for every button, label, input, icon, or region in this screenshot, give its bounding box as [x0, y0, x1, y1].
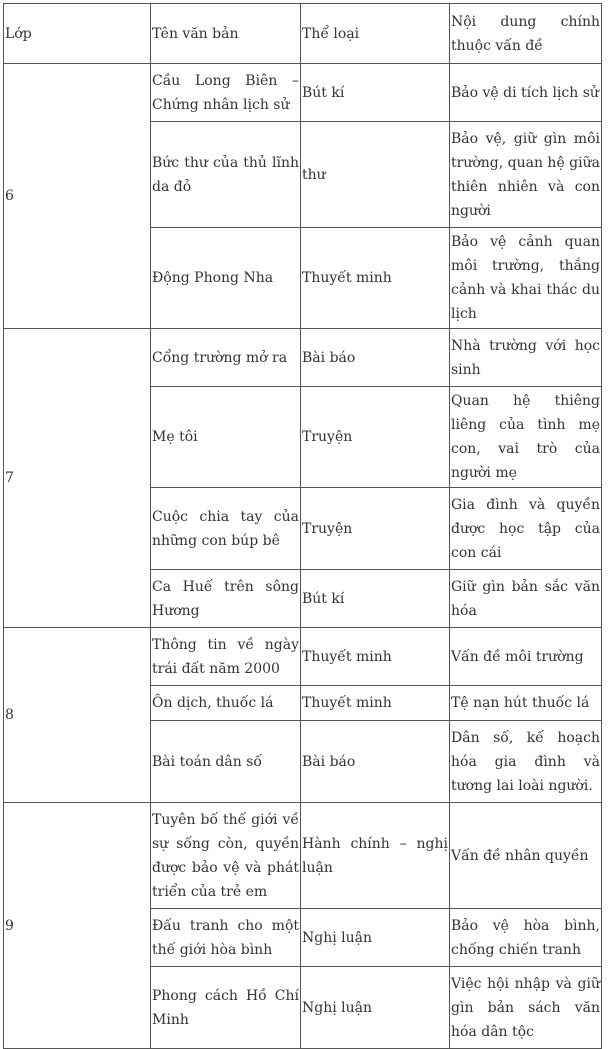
- content-cell: Vấn đề nhân quyền: [450, 803, 602, 909]
- title-cell: Đấu tranh cho một thế giới hòa bình: [151, 909, 301, 967]
- genre-cell: Thuyết minh: [301, 686, 450, 721]
- header-genre: Thể loại: [301, 4, 450, 64]
- content-cell: Gia đình và quyền được học tập của con cái: [450, 488, 602, 570]
- grade-cell-6: 6: [4, 64, 151, 329]
- content-cell: Dân số, kế hoạch hóa gia đình và tương lai loài người.: [450, 721, 602, 803]
- genre-cell: Bài báo: [301, 721, 450, 803]
- table-row: [4, 329, 602, 387]
- genre-cell: Truyện: [301, 387, 450, 488]
- genre-cell: Bút kí: [301, 570, 450, 628]
- grade-cell-9: 9: [4, 803, 151, 1049]
- content-cell: Việc hội nhập và giữ gìn bản sách văn hóa dân tộc: [450, 967, 602, 1049]
- header-row: [4, 4, 602, 64]
- title-cell: Mẹ tôi: [151, 387, 301, 488]
- table-row: [4, 64, 602, 122]
- title-cell: Động Phong Nha: [151, 228, 301, 329]
- title-cell: Ca Huế trên sông Hương: [151, 570, 301, 628]
- title-cell: Cổng trường mở ra: [151, 329, 301, 387]
- content-cell: Vấn đề môi trường: [450, 628, 602, 686]
- grade-cell-7: 7: [4, 329, 151, 628]
- title-cell: Ôn dịch, thuốc lá: [151, 686, 301, 721]
- genre-cell: Truyện: [301, 488, 450, 570]
- title-cell: Phong cách Hồ Chí Minh: [151, 967, 301, 1049]
- grade-cell-8: 8: [4, 628, 151, 803]
- content-cell: Bảo vệ, giữ gìn môi trường, quan hệ giữa thiên nhiên và con người: [450, 122, 602, 228]
- genre-cell: Nghị luận: [301, 967, 450, 1049]
- genre-cell: thư: [301, 122, 450, 228]
- title-cell: Cuộc chia tay của những con búp bê: [151, 488, 301, 570]
- content-cell: Bảo vệ cảnh quan môi trường, thắng cảnh và khai thác du lịch: [450, 228, 602, 329]
- title-cell: Bài toán dân số: [151, 721, 301, 803]
- header-grade: Lớp: [4, 4, 151, 64]
- genre-cell: Bài báo: [301, 329, 450, 387]
- table-row: [4, 628, 602, 686]
- content-cell: Nhà trường với học sinh: [450, 329, 602, 387]
- content-cell: Giữ gìn bản sắc văn hóa: [450, 570, 602, 628]
- title-cell: Bức thư của thủ lĩnh da đỏ: [151, 122, 301, 228]
- content-cell: Bảo vệ di tích lịch sử: [450, 64, 602, 122]
- header-content: Nội dung chính thuộc vấn đề: [450, 4, 602, 64]
- header-title: Tên văn bản: [151, 4, 301, 64]
- title-cell: Thông tin về ngày trái đất năm 2000: [151, 628, 301, 686]
- content-cell: Tệ nạn hút thuốc lá: [450, 686, 602, 721]
- literature-table: [3, 3, 602, 1049]
- genre-cell: Hành chính – nghị luận: [301, 803, 450, 909]
- genre-cell: Bút kí: [301, 64, 450, 122]
- title-cell: Tuyên bố thế giới về sự sống còn, quyền được bảo vệ và phát triển của trẻ em: [151, 803, 301, 909]
- genre-cell: Nghị luận: [301, 909, 450, 967]
- content-cell: Quan hệ thiêng liêng của tình mẹ con, vai trò của người mẹ: [450, 387, 602, 488]
- title-cell: Cầu Long Biên – Chứng nhân lịch sử: [151, 64, 301, 122]
- genre-cell: Thuyết minh: [301, 628, 450, 686]
- content-cell: Bảo vệ hòa bình, chống chiến tranh: [450, 909, 602, 967]
- table-row: [4, 803, 602, 909]
- genre-cell: Thuyết minh: [301, 228, 450, 329]
